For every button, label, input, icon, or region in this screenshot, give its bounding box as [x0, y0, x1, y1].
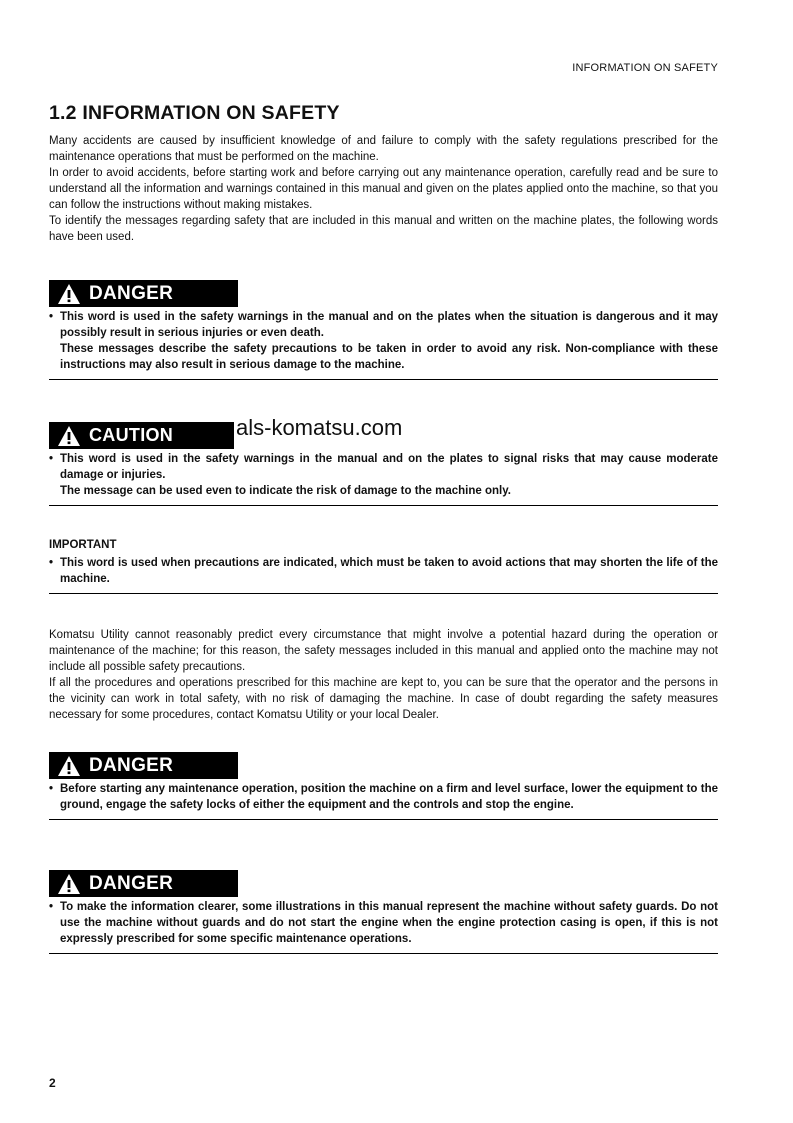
- general-paragraph: Komatsu Utility cannot reasonably predict every circumstance that might involve a potential hazard during the operation or maintenance of the machine; for this reason, the safety messages included in this manual and applied onto the machine may not include all possible safety precautions.: [49, 629, 718, 673]
- bullet-item: [49, 451, 718, 499]
- important-label: IMPORTANT: [49, 539, 117, 551]
- danger-note: [49, 781, 718, 820]
- important-text: This word is used when precautions are indicated, which must be taken to avoid actions that may shorten the life of the machine.: [60, 557, 718, 585]
- bullet-item: [49, 309, 718, 373]
- caution-text: The message can be used even to indicate the risk of damage to the machine only.: [60, 485, 511, 497]
- danger-note: [49, 899, 718, 954]
- watermark-text: als-komatsu.com: [236, 415, 403, 440]
- danger-text: Before starting any maintenance operation, position the machine on a firm and level surface, lower the equipment to the ground, engage the safety locks of either the equipment and the controls and stop the engine.: [60, 783, 718, 811]
- intro-paragraph: Many accidents are caused by insufficient knowledge of and failure to comply with the safety regulations prescribed for the maintenance operations that must be performed on the machine.: [49, 135, 718, 163]
- danger-label: [49, 280, 238, 307]
- danger-label-text: DANGER: [89, 754, 174, 776]
- danger-label-text: DANGER: [89, 872, 174, 894]
- caution-text: This word is used in the safety warnings in the manual and on the plates to signal risks that may cause moderate damage or injuries.: [60, 453, 718, 481]
- bullet-dot: •: [49, 901, 54, 913]
- bullet-item: [49, 781, 718, 813]
- danger-text: To make the information clearer, some illustrations in this manual represent the machine without safety guards. Do not use the machine without guards and do not start the engine when the engine protection casing is open, if this is not expressly prescribed for some specific maintenance operations.: [60, 901, 718, 945]
- caution-label-text: CAUTION: [89, 425, 174, 445]
- bullet-dot: •: [49, 783, 54, 795]
- danger-label: [49, 752, 238, 779]
- danger-note: [49, 309, 718, 380]
- warning-triangle-icon: [57, 873, 81, 895]
- caution-label: [49, 422, 234, 449]
- bullet-item: [49, 899, 718, 947]
- warning-triangle-icon: [57, 755, 81, 777]
- danger-text: These messages describe the safety precautions to be taken in order to avoid any risk. Non-compliance with these instructions may also result in serious damage to the machine.: [60, 343, 718, 371]
- general-paragraph: If all the procedures and operations prescribed for this machine are kept to, you can be sure that the operator and the persons in the vicinity can work in total safety, with no risk of damaging the machine. In case of doubt regarding the safety measures necessary for some procedures, contact Komatsu Utility or your local Dealer.: [49, 677, 718, 721]
- intro-paragraph: To identify the messages regarding safety that are included in this manual and written on the machine plates, the following words have been used.: [49, 215, 718, 243]
- caution-note: [49, 451, 718, 506]
- intro-paragraph: In order to avoid accidents, before starting work and before carrying out any maintenance operation, carefully read and be sure to understand all the information and warnings contained in this manual and given on the plates applied onto the machine, so that you can follow the instructions without making mistakes.: [49, 167, 718, 211]
- intro-text: [49, 133, 718, 245]
- important-note: [49, 555, 718, 594]
- section-title: 1.2 INFORMATION ON SAFETY: [49, 102, 340, 124]
- bullet-dot: •: [49, 311, 54, 323]
- danger-label-text: DANGER: [89, 282, 174, 304]
- warning-triangle-icon: [57, 283, 81, 305]
- warning-triangle-icon: [57, 425, 81, 447]
- bullet-dot: •: [49, 453, 54, 465]
- bullet-item: [49, 555, 718, 587]
- running-header: INFORMATION ON SAFETY: [572, 62, 718, 74]
- bullet-dot: •: [49, 557, 54, 569]
- page-number: 2: [49, 1076, 56, 1090]
- danger-label: [49, 870, 238, 897]
- danger-text: This word is used in the safety warnings in the manual and on the plates when the situation is dangerous and it may possibly result in serious injuries or even death.: [60, 311, 718, 339]
- general-text: [49, 627, 718, 723]
